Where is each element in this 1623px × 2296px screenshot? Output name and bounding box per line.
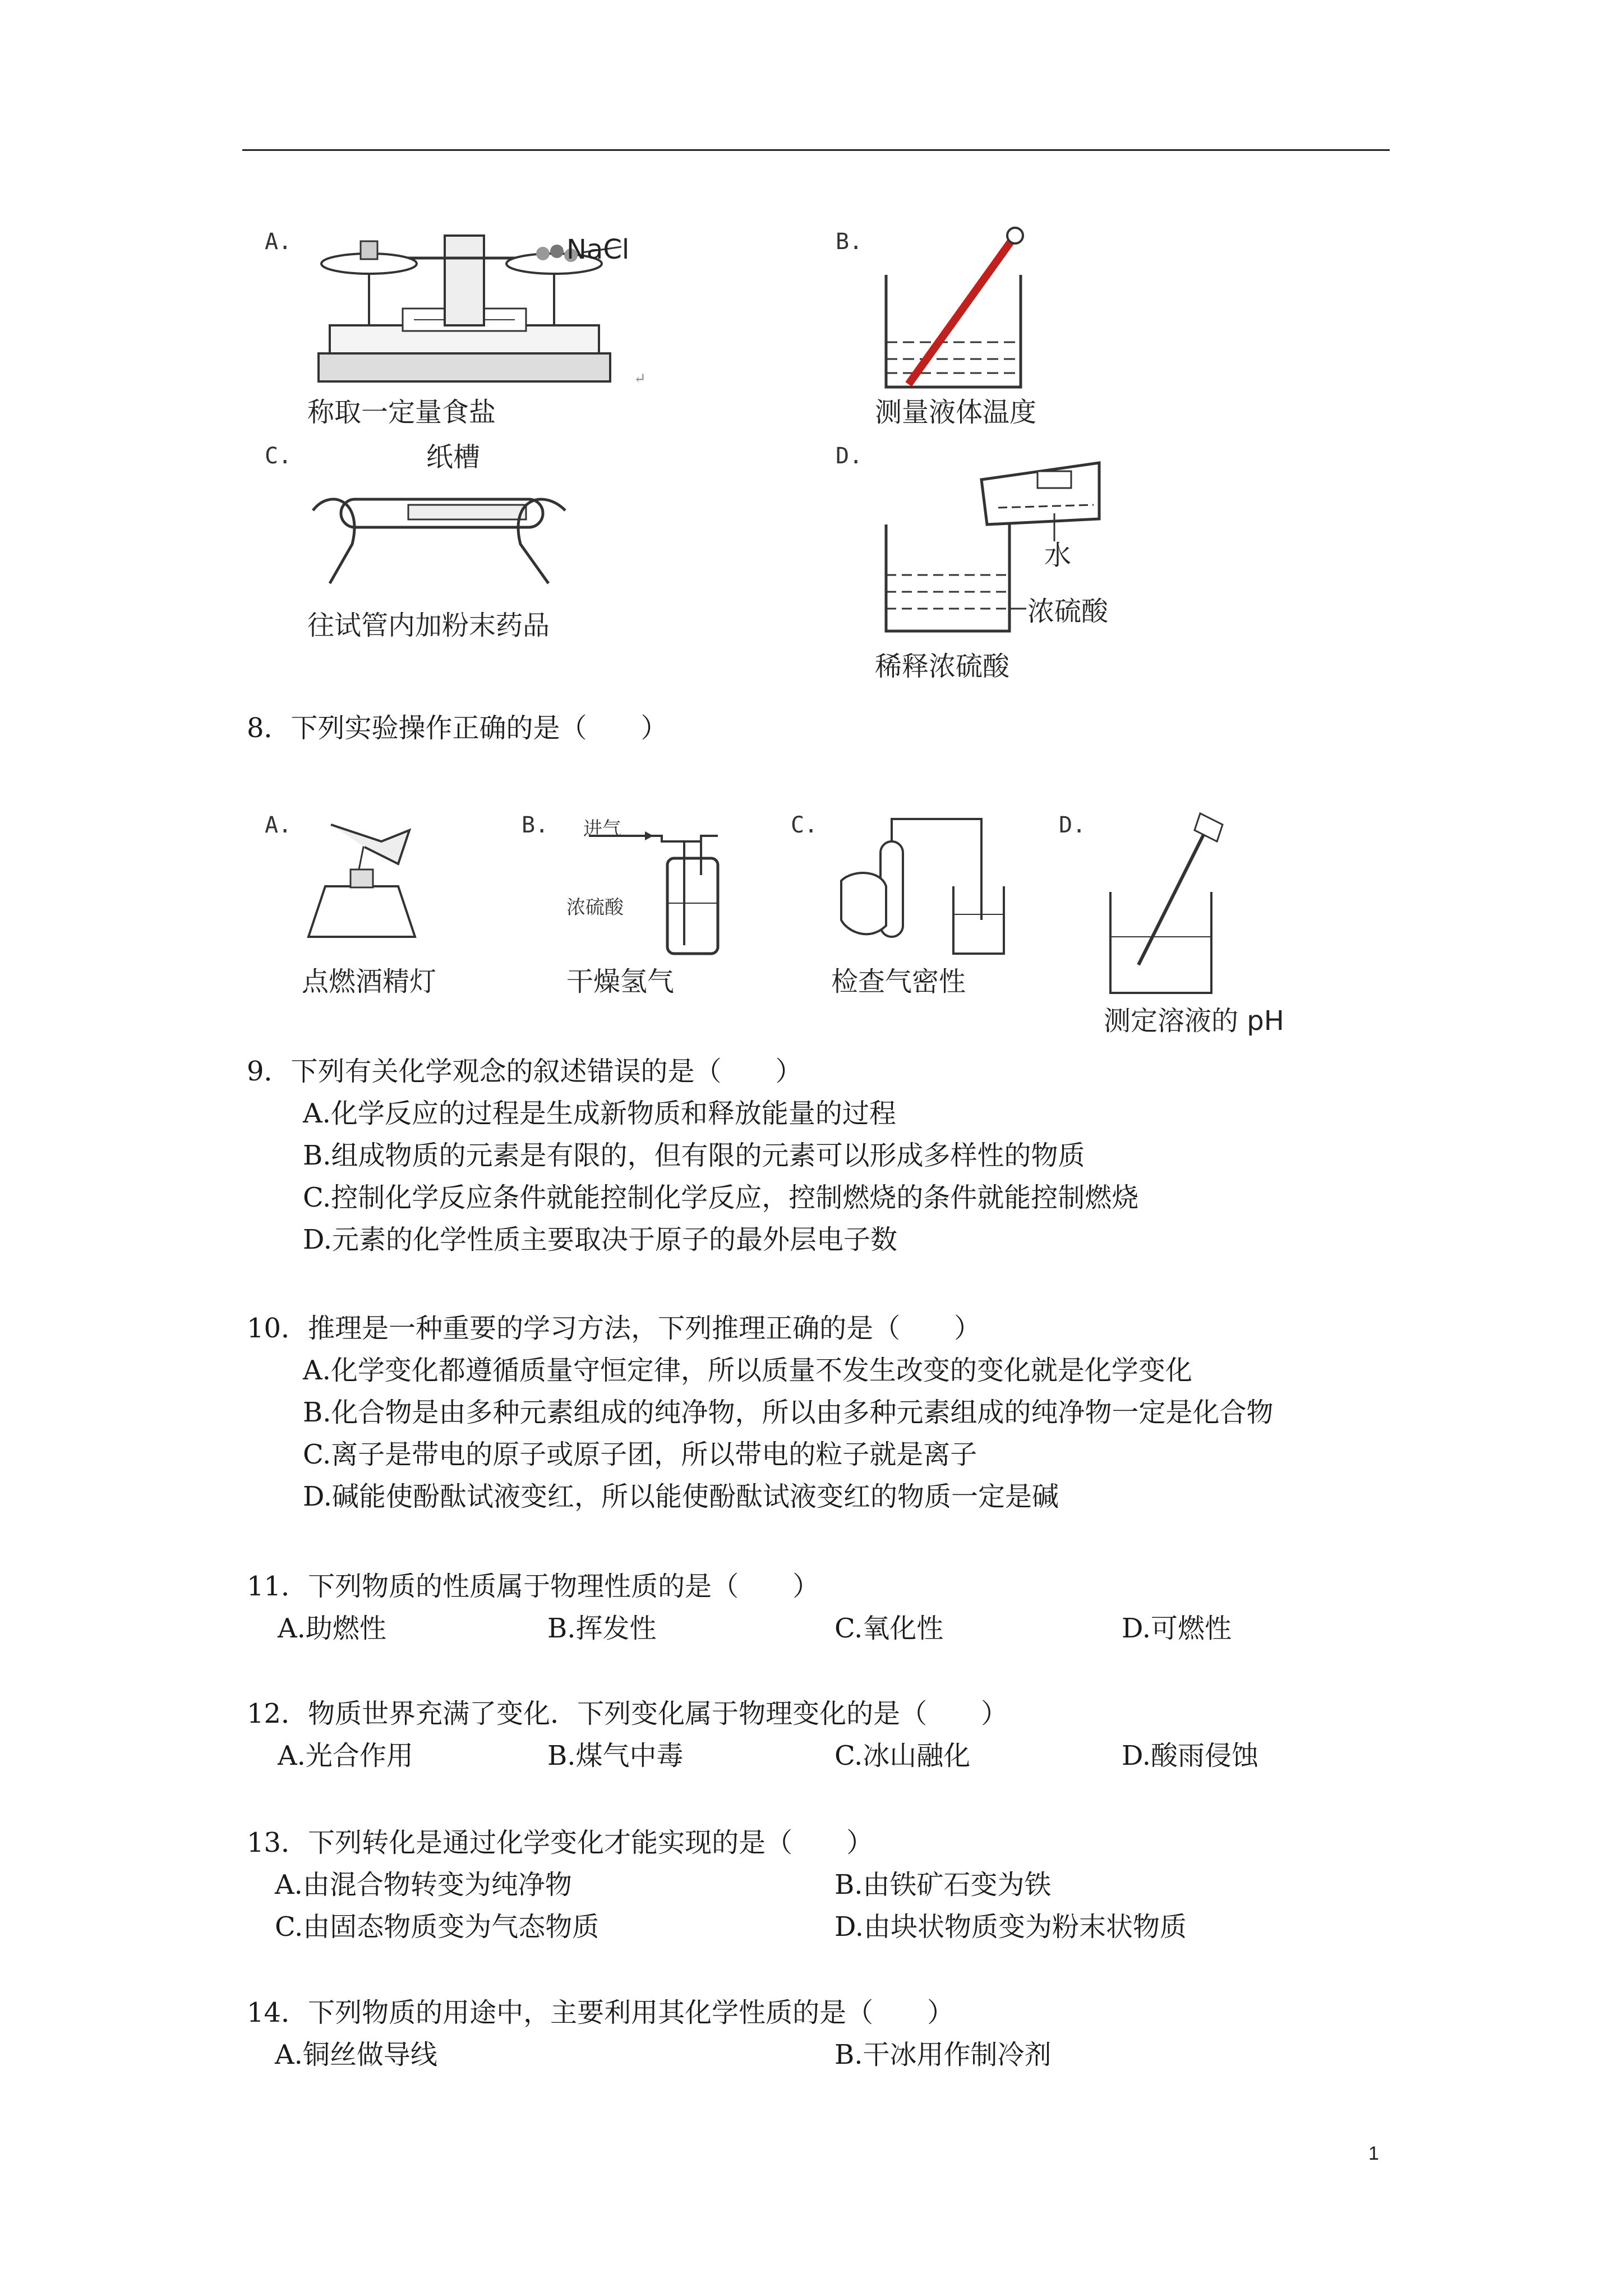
q11-option-c: C.氧化性 <box>834 1613 944 1644</box>
q8-c-caption: 检查气密性 <box>831 966 966 997</box>
q8-b-letter: B. <box>522 812 549 838</box>
q13-option-b: B.由铁矿石变为铁 <box>834 1869 1052 1901</box>
q8-b-tag-acid: 浓硫酸 <box>566 896 624 919</box>
gas-wash-bottle-figure <box>583 808 729 959</box>
q8-c-letter: C. <box>791 812 818 838</box>
q8-b-caption: 干燥氢气 <box>566 966 675 997</box>
q12-option-d: D.酸雨侵蚀 <box>1122 1740 1259 1772</box>
q7-a-tag: NaCl <box>566 234 630 265</box>
q13-option-d: D.由块状物质变为粉末状物质 <box>834 1911 1187 1943</box>
q12-option-a: A.光合作用 <box>278 1740 413 1772</box>
q7-d-caption: 稀释浓硫酸 <box>875 651 1010 682</box>
thermometer-beaker-figure <box>875 224 1043 393</box>
q14-stem: 14．下列物质的用途中，主要利用其化学性质的是（ ） <box>247 1997 955 2028</box>
q12-option-b: B.煤气中毒 <box>547 1740 684 1772</box>
q13-option-c: C.由固态物质变为气态物质 <box>275 1911 600 1943</box>
q8-d-caption: 测定溶液的 pH <box>1104 1005 1284 1037</box>
q11-option-b: B.挥发性 <box>547 1613 657 1644</box>
q9-option-c: C.控制化学反应条件就能控制化学反应，控制燃烧的条件就能控制燃烧 <box>303 1182 1139 1213</box>
q12-option-c: C.冰山融化 <box>834 1740 971 1772</box>
q8-a-letter: A. <box>265 812 292 838</box>
q7-a-caption: 称取一定量食盐 <box>307 397 496 428</box>
q7-c-letter: C. <box>265 443 292 469</box>
q14-option-b: B.干冰用作制冷剂 <box>834 2039 1052 2070</box>
header-rule <box>242 149 1390 151</box>
q11-stem: 11．下列物质的性质属于物理性质的是（ ） <box>247 1571 820 1602</box>
page-number: 1 <box>1368 2143 1379 2164</box>
q9-option-b: B.组成物质的元素是有限的，但有限的元素可以形成多样性的物质 <box>303 1140 1085 1171</box>
q11-option-d: D.可燃性 <box>1122 1613 1232 1644</box>
q12-stem: 12．物质世界充满了变化．下列变化属于物理变化的是（ ） <box>247 1698 1008 1729</box>
airtightness-figure <box>836 808 1015 959</box>
q7-d-tag-water: 水 <box>1044 540 1072 571</box>
q7-d-tag-acid: 浓硫酸 <box>1027 596 1109 627</box>
q9-option-d: D.元素的化学性质主要取决于原子的最外层电子数 <box>303 1224 898 1255</box>
q7-b-letter: B. <box>836 229 863 255</box>
test-tube-figure <box>307 477 571 589</box>
q7-b-caption: 测量液体温度 <box>875 397 1037 428</box>
q10-option-b: B.化合物是由多种元素组成的纯净物，所以由多种元素组成的纯净物一定是化合物 <box>303 1397 1274 1428</box>
q13-stem: 13．下列转化是通过化学变化才能实现的是（ ） <box>247 1827 874 1858</box>
q10-stem: 10．推理是一种重要的学习方法，下列推理正确的是（ ） <box>247 1313 981 1344</box>
q10-option-d: D.碱能使酚酞试液变红，所以能使酚酞试液变红的物质一定是碱 <box>303 1481 1059 1512</box>
q8-a-caption: 点燃酒精灯 <box>302 966 437 997</box>
q14-option-a: A.铜丝做导线 <box>275 2039 437 2070</box>
alcohol-lamp-figure <box>297 808 432 942</box>
q10-option-c: C.离子是带电的原子或原子团，所以带电的粒子就是离子 <box>303 1439 978 1470</box>
q13-option-a: A.由混合物转变为纯净物 <box>275 1869 572 1901</box>
q11-option-a: A.助燃性 <box>278 1613 386 1644</box>
q8-d-letter: D. <box>1059 812 1086 838</box>
q7-d-letter: D. <box>836 443 863 469</box>
q9-stem: 9．下列有关化学观念的叙述错误的是（ ） <box>247 1056 803 1087</box>
q9-option-a: A.化学反应的过程是生成新物质和释放能量的过程 <box>303 1098 896 1129</box>
q7-c-tag: 纸槽 <box>426 441 481 473</box>
return-mark: ↵ <box>634 370 646 387</box>
q7-c-caption: 往试管内加粉末药品 <box>307 610 550 641</box>
q7-a-letter: A. <box>265 229 292 255</box>
q8-stem: 8．下列实验操作正确的是（ ） <box>247 712 668 744</box>
ph-test-figure <box>1099 808 1245 999</box>
q8-b-tag-in: 进气 <box>583 818 621 840</box>
q10-option-a: A.化学变化都遵循质量守恒定律，所以质量不发生改变的变化就是化学变化 <box>303 1355 1192 1386</box>
